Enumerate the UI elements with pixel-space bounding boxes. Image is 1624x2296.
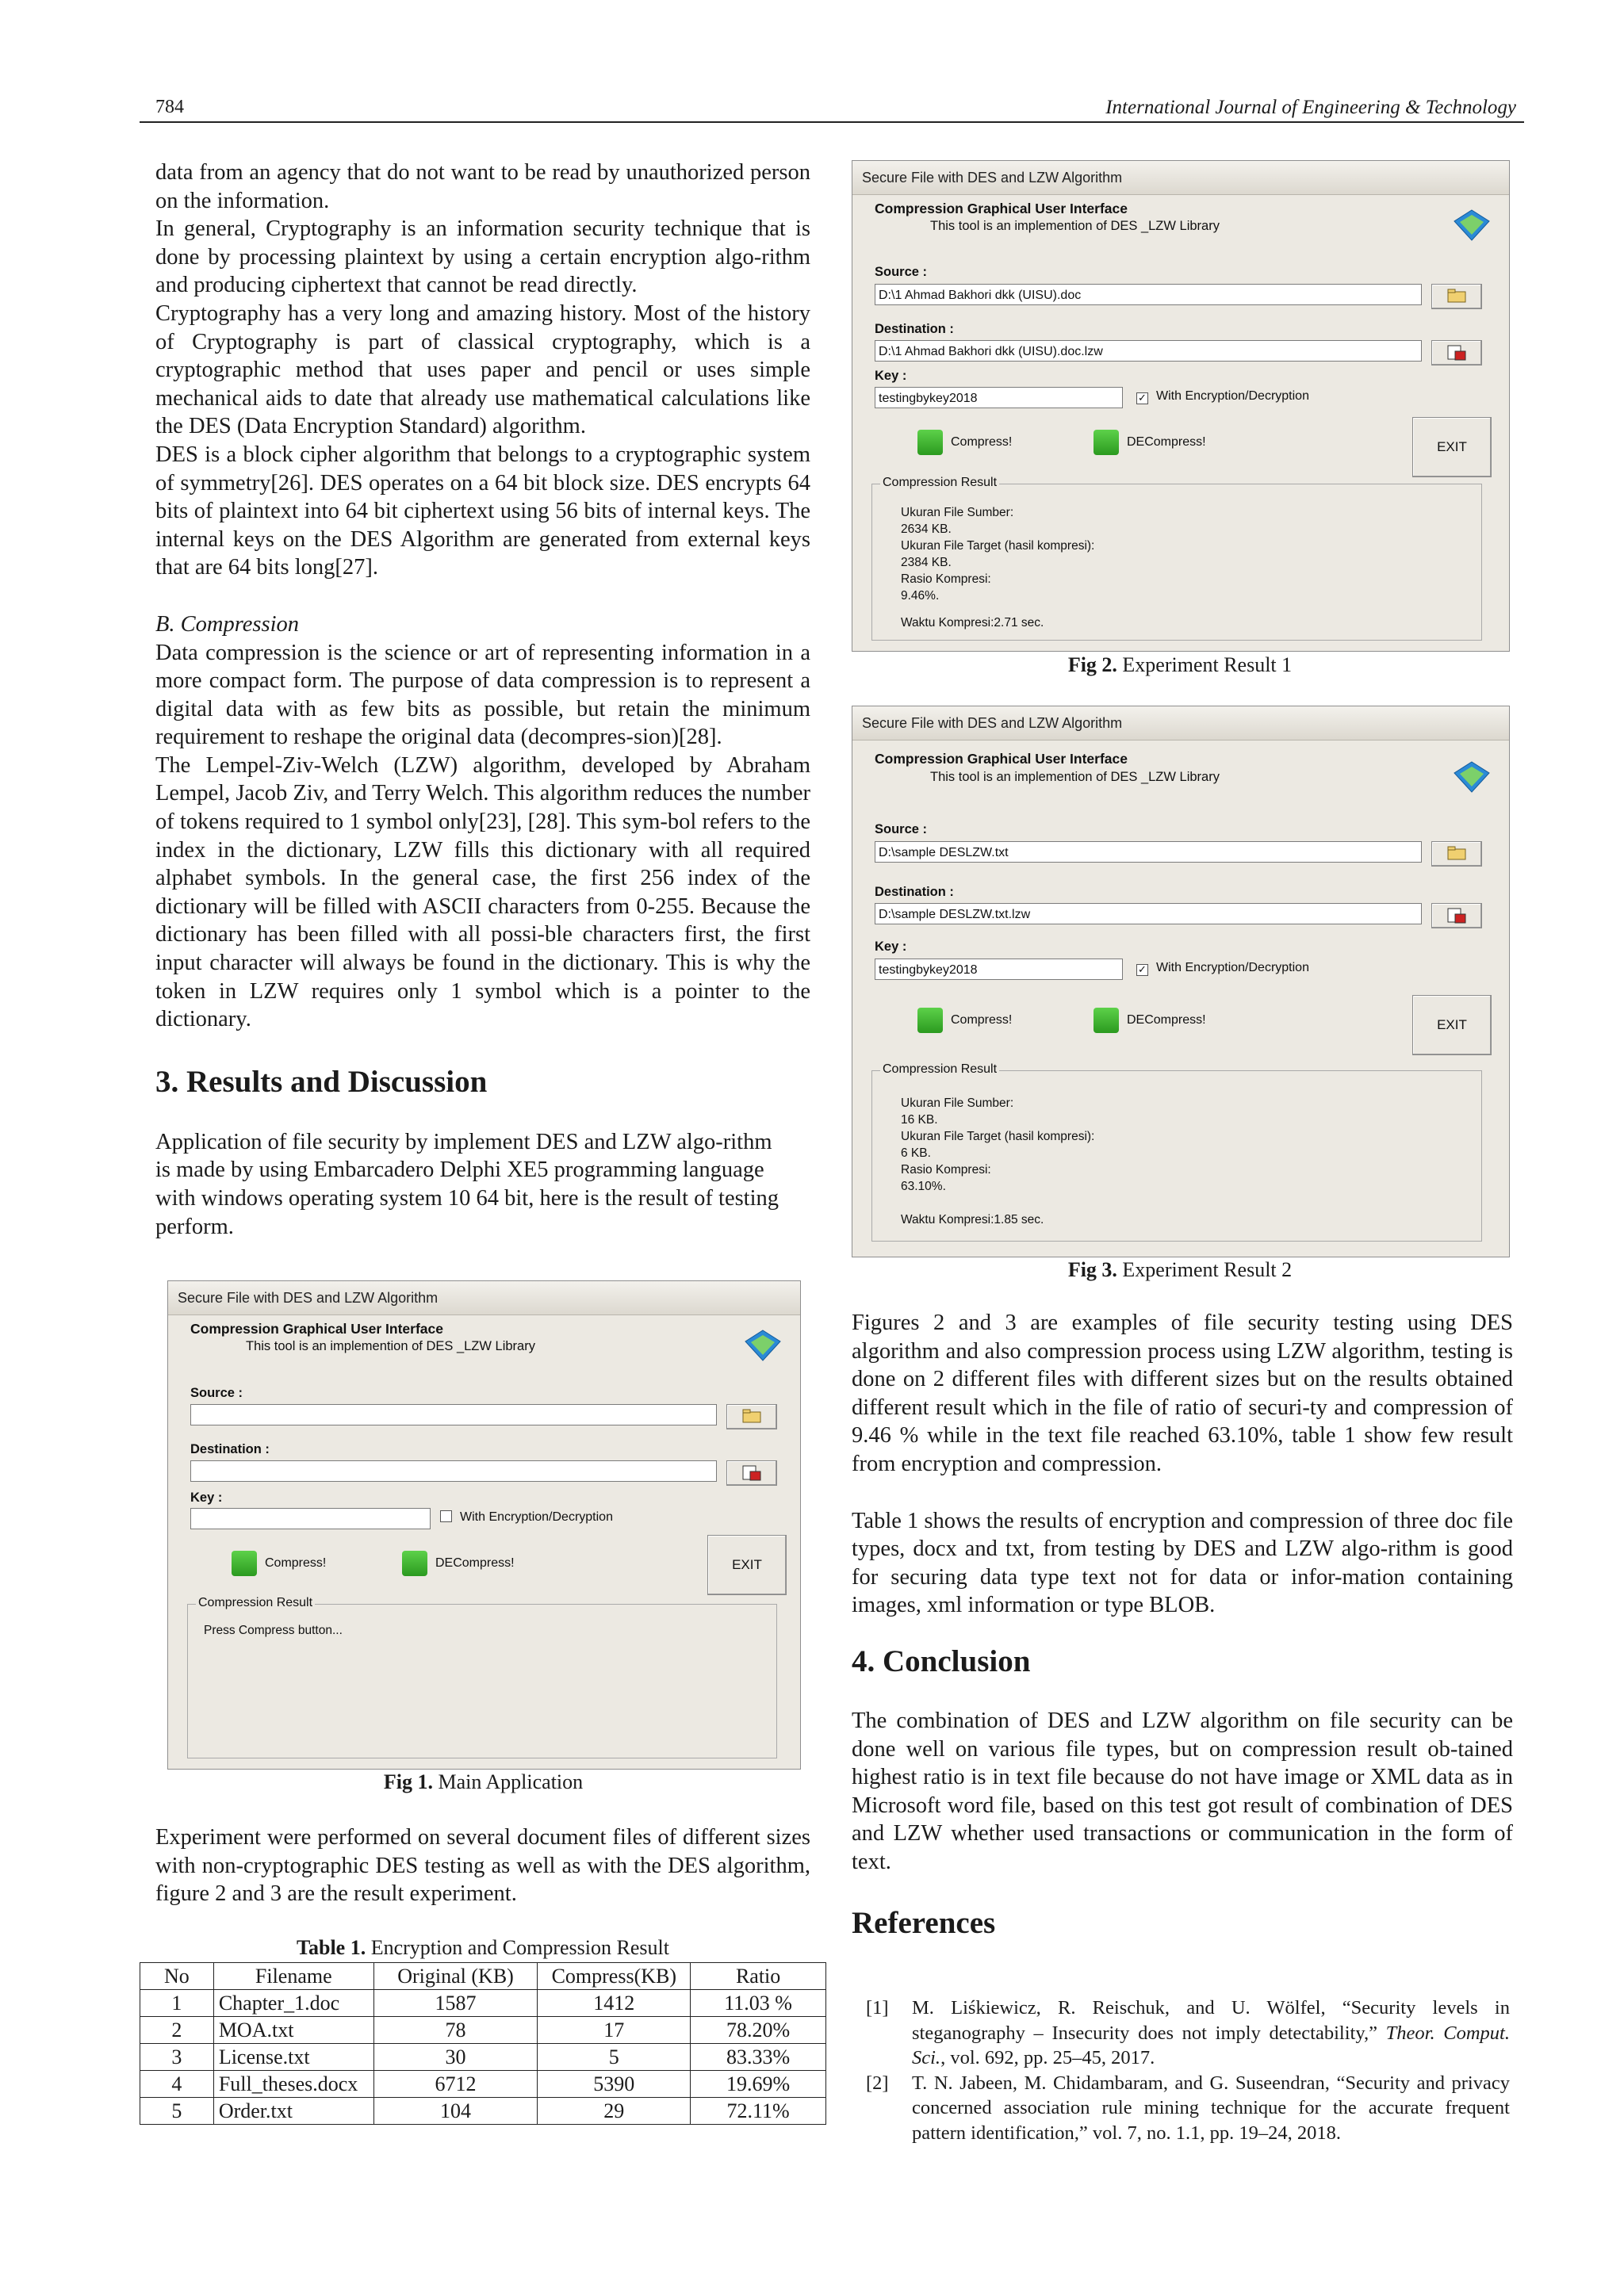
- result-line: 6 KB.: [901, 1146, 931, 1160]
- app-subheading: This tool is an implemention of DES _LZW Library: [930, 219, 1220, 233]
- result-group-label: Compression Result: [880, 476, 999, 490]
- right-column: [852, 1309, 1513, 1942]
- source-input[interactable]: [190, 1404, 717, 1425]
- result-text: Press Compress button...: [204, 1624, 343, 1637]
- table-cell: 3: [140, 2044, 214, 2071]
- paragraph: The combination of DES and LZW algorithm on file security can be done well on various file types, but on compression result ob-tained highest ratio is in text file because do not have image or XML data as in Microsoft word file, based on this test got result of combination of DES and LZW whether used transactions or communication in the form of text.: [852, 1708, 1513, 1874]
- table-row: [140, 2098, 826, 2125]
- table-row: [140, 2044, 826, 2071]
- browse-source-button[interactable]: [1431, 841, 1482, 867]
- decompress-icon: [1094, 1008, 1119, 1033]
- reference-text: M. Liśkiewicz, R. Reischuk, and U. Wölfel, “Security levels in steganography – Insecurity does not imply detectability,”: [912, 1997, 1510, 2044]
- destination-label: Destination :: [190, 1442, 270, 1456]
- save-destination-button[interactable]: [1431, 903, 1482, 928]
- destination-label: Destination :: [875, 885, 954, 899]
- table-cell: 1412: [538, 1990, 691, 2017]
- paragraph: The Lempel-Ziv-Welch (LZW) algorithm, developed by Abraham Lempel, Jacob Ziv, and Terry Welch. This algorithm reduces the number of tokens required to 1 symbol only[23], [28]. This sym-bol refers to the index in the dictionary, LZW fills this dictionary with all required alphabet symbols. In the general case, the first 256 index of the dictionary will be filled with ASCII characters from 0-255. Because the dictionary has been filled with all possi-ble characters first, the first input character will always be found in the dictionary. This is why the token in LZW requires only 1 symbol which is a pointer to the dictionary.: [155, 752, 810, 1032]
- table-cell: 5390: [538, 2071, 691, 2098]
- references-list: [852, 1996, 1510, 2145]
- journal-name: International Journal of Engineering & Technology: [1105, 97, 1516, 118]
- reference-text: , vol. 692, pp. 25–45, 2017.: [940, 2047, 1155, 2068]
- reference-item: [852, 1996, 1510, 2071]
- decompress-icon: [402, 1551, 427, 1576]
- caption-text: Experiment Result 2: [1116, 1258, 1293, 1281]
- table-cell: 17: [538, 2017, 691, 2044]
- encryption-checkbox[interactable]: [1136, 961, 1309, 976]
- app-window-fig1: [167, 1280, 801, 1770]
- encryption-checkbox[interactable]: [1136, 389, 1309, 404]
- key-input[interactable]: testingbykey2018: [875, 959, 1123, 980]
- reference-journal: Theor. Comput. Sci.: [912, 2022, 1510, 2068]
- decompress-button[interactable]: [402, 1549, 515, 1578]
- checkbox-label: With Encryption/Decryption: [1156, 961, 1309, 974]
- result-group: [871, 1062, 1482, 1242]
- key-label: Key :: [875, 939, 907, 954]
- key-input[interactable]: [190, 1508, 431, 1529]
- paragraph: data from an agency that do not want to be read by unauthorized person on the information.: [155, 160, 810, 213]
- table-header: No: [140, 1963, 214, 1990]
- table-cell: 29: [538, 2098, 691, 2125]
- paragraph: Data compression is the science or art of representing information in a more compact form. The purpose of data compression is to represent a digital data with as few bits as possible, but retain the minimum requirement to reshape the original data (decompres-sion)[28].: [155, 640, 810, 750]
- decompress-button[interactable]: [1094, 428, 1206, 457]
- table-cell: 83.33%: [691, 2044, 826, 2071]
- destination-input[interactable]: D:\1 Ahmad Bakhori dkk (UISU).doc.lzw: [875, 340, 1422, 362]
- exit-button[interactable]: EXIT: [1412, 417, 1492, 477]
- encryption-checkbox[interactable]: [440, 1510, 613, 1525]
- source-input[interactable]: D:\1 Ahmad Bakhori dkk (UISU).doc: [875, 284, 1422, 305]
- caption-text: Main Application: [432, 1770, 584, 1793]
- paragraph: Table 1 shows the results of encryption and compression of three doc file types, docx and txt, from testing by DES and LZW algo-rithm is good for securing data type text not for data or infor-mation containing images, xml information or type BLOB.: [852, 1508, 1513, 1618]
- save-destination-button[interactable]: [1431, 340, 1482, 365]
- paragraph: DES is a block cipher algorithm that belongs to a cryptographic system of symmetry[26]. DES operates on a 64 bit block size. DES encrypts 64 bits of plaintext into 64 bit ciphertext using 56 bits of internal keys. The internal keys on the DES Algorithm are generated from external keys that are 64 bits long[27].: [155, 442, 810, 580]
- result-line: 63.10%.: [901, 1180, 946, 1193]
- result-line: Ukuran File Target (hasil kompresi):: [901, 539, 1095, 553]
- key-label: Key :: [190, 1490, 223, 1505]
- compress-label: Compress!: [265, 1556, 327, 1570]
- table-header: Compress(KB): [538, 1963, 691, 1990]
- decompress-icon: [1094, 430, 1119, 455]
- section-title: 4. Conclusion: [852, 1644, 1031, 1678]
- caption-label: Fig 2.: [1067, 653, 1117, 676]
- table-header: Filename: [213, 1963, 373, 1990]
- checkbox-label: With Encryption/Decryption: [460, 1510, 613, 1524]
- app-subheading: This tool is an implemention of DES _LZW Library: [246, 1339, 535, 1353]
- destination-input[interactable]: [190, 1460, 717, 1482]
- exit-button[interactable]: EXIT: [707, 1535, 787, 1595]
- reference-number: [1]: [866, 1997, 889, 2019]
- exit-button[interactable]: EXIT: [1412, 995, 1492, 1055]
- window-title: Secure File with DES and LZW Algorithm: [852, 161, 1509, 195]
- table-cell: 11.03 %: [691, 1990, 826, 2017]
- spacer: [852, 1479, 1513, 1507]
- source-label: Source :: [190, 1386, 243, 1400]
- save-destination-button[interactable]: [726, 1460, 777, 1486]
- app-heading: Compression Graphical User Interface: [875, 201, 1128, 216]
- app-subheading: This tool is an implemention of DES _LZW Library: [930, 770, 1220, 784]
- app-window-fig2: [852, 160, 1510, 652]
- source-label: Source :: [875, 822, 928, 836]
- left-column-bottom: [155, 1823, 810, 1908]
- result-group: [871, 476, 1482, 641]
- folder-icon: [1447, 289, 1466, 303]
- browse-source-button[interactable]: [1431, 284, 1482, 309]
- result-line: 16 KB.: [901, 1113, 938, 1127]
- table-header: Ratio: [691, 1963, 826, 1990]
- result-line: Waktu Kompresi:1.85 sec.: [901, 1213, 1044, 1226]
- table-cell: 1587: [373, 1990, 538, 2017]
- table-cell: 19.69%: [691, 2071, 826, 2098]
- checkbox-checked[interactable]: ✓: [1136, 392, 1148, 404]
- table-cell: 4: [140, 2071, 214, 2098]
- result-line: Ukuran File Sumber:: [901, 506, 1014, 519]
- decompress-button[interactable]: [1094, 1006, 1206, 1035]
- table-cell: 30: [373, 2044, 538, 2071]
- source-label: Source :: [875, 265, 928, 279]
- reference-text: T. N. Jabeen, M. Chidambaram, and G. Suseendran, “Security and privacy concerned association rule mining technique for the accurate frequent pattern identification,” vol. 7, no. 1.1, pp. 19–24, 2018.: [912, 2072, 1510, 2144]
- section-title: 3. Results and Discussion: [155, 1064, 488, 1099]
- table-header: Original (KB): [373, 1963, 538, 1990]
- table-cell: Full_theses.docx: [213, 2071, 373, 2098]
- save-icon: [742, 1465, 761, 1481]
- app-logo-icon: [1452, 759, 1492, 795]
- spacer: [155, 1034, 810, 1064]
- decompress-label: DECompress!: [1127, 435, 1206, 449]
- app-logo-icon: [743, 1327, 783, 1364]
- results-table: [140, 1962, 826, 2125]
- app-window-fig3: [852, 706, 1510, 1257]
- fig3-caption: [852, 1258, 1508, 1282]
- left-column: [155, 159, 810, 1241]
- page-number: 784: [155, 97, 184, 117]
- table-header-row: [140, 1963, 826, 1990]
- result-group-label: Compression Result: [196, 1596, 315, 1610]
- fig1-caption: [167, 1770, 799, 1794]
- destination-label: Destination :: [875, 322, 954, 336]
- caption-text: Experiment Result 1: [1116, 653, 1293, 676]
- result-line: Rasio Kompresi:: [901, 1163, 991, 1177]
- result-line: Ukuran File Sumber:: [901, 1096, 1014, 1110]
- compress-label: Compress!: [951, 435, 1013, 449]
- folder-icon: [1447, 846, 1466, 860]
- key-label: Key :: [875, 369, 907, 383]
- app-logo-icon: [1452, 207, 1492, 243]
- result-line: 2384 KB.: [901, 556, 952, 569]
- caption-text: Encryption and Compression Result: [366, 1936, 669, 1959]
- subsection-title: B. Compression: [155, 611, 300, 637]
- table-cell: 72.11%: [691, 2098, 826, 2125]
- table-row: [140, 1990, 826, 2017]
- app-heading: Compression Graphical User Interface: [190, 1321, 443, 1337]
- compress-button[interactable]: [232, 1549, 326, 1578]
- spacer: [155, 1100, 810, 1128]
- browse-source-button[interactable]: [726, 1404, 777, 1429]
- table-cell: 5: [538, 2044, 691, 2071]
- table1-caption: [140, 1936, 826, 1960]
- table-cell: License.txt: [213, 2044, 373, 2071]
- source-input[interactable]: D:\sample DESLZW.txt: [875, 841, 1422, 863]
- references-title: References: [852, 1905, 996, 1940]
- checkbox-checked[interactable]: ✓: [1136, 964, 1148, 976]
- compress-button[interactable]: [917, 1006, 1012, 1035]
- caption-label: Fig 1.: [383, 1770, 433, 1793]
- paragraph: Cryptography has a very long and amazing history. Most of the history of Cryptography is part of classical cryptography, which is a cryptographic method that uses paper and pencil or uses simple mechanical aids to date that already use mathematical calculations like the DES (Data Encryption Standard) algorithm.: [155, 300, 810, 439]
- result-line: 9.46%.: [901, 589, 940, 603]
- folder-icon: [742, 1409, 761, 1423]
- compress-icon: [917, 1008, 943, 1033]
- spacer: [852, 1680, 1513, 1707]
- destination-input[interactable]: D:\sample DESLZW.txt.lzw: [875, 903, 1422, 924]
- table-cell: 78: [373, 2017, 538, 2044]
- table-cell: Chapter_1.doc: [213, 1990, 373, 2017]
- table-cell: 1: [140, 1990, 214, 2017]
- result-line: Ukuran File Target (hasil kompresi):: [901, 1130, 1095, 1143]
- result-line: Waktu Kompresi:2.71 sec.: [901, 616, 1044, 629]
- table-cell: MOA.txt: [213, 2017, 373, 2044]
- decompress-label: DECompress!: [1127, 1013, 1206, 1027]
- table-cell: 2: [140, 2017, 214, 2044]
- save-icon: [1447, 908, 1466, 924]
- spacer: [155, 582, 810, 610]
- spacer: [852, 1620, 1513, 1644]
- table-cell: 78.20%: [691, 2017, 826, 2044]
- checkbox-label: With Encryption/Decryption: [1156, 389, 1309, 403]
- checkbox-box[interactable]: [440, 1510, 452, 1522]
- table-row: [140, 2071, 826, 2098]
- table-cell: 5: [140, 2098, 214, 2125]
- window-title: Secure File with DES and LZW Algorithm: [168, 1281, 800, 1315]
- header-rule: [140, 121, 1524, 123]
- fig2-caption: [852, 653, 1508, 677]
- app-heading: Compression Graphical User Interface: [875, 751, 1128, 767]
- spacer: [852, 1877, 1513, 1905]
- caption-label: Fig 3.: [1067, 1258, 1117, 1281]
- result-group: [187, 1596, 777, 1758]
- reference-number: [2]: [866, 2072, 889, 2094]
- result-line: Rasio Kompresi:: [901, 572, 991, 586]
- key-input[interactable]: testingbykey2018: [875, 387, 1123, 408]
- compress-button[interactable]: [917, 428, 1012, 457]
- caption-label: Table 1.: [297, 1936, 366, 1959]
- paragraph: Figures 2 and 3 are examples of file security testing using DES algorithm and also compression process using LZW algorithm, testing is done on 2 different files with different sizes but on the results obtained different result which in the file of ratio of securi-ty and compression of 9.46 % while in the text file reached 63.10%, table 1 show few result from encryption and compression.: [852, 1311, 1513, 1476]
- window-title: Secure File with DES and LZW Algorithm: [852, 706, 1509, 740]
- result-group-label: Compression Result: [880, 1062, 999, 1077]
- table-cell: Order.txt: [213, 2098, 373, 2125]
- compress-icon: [917, 430, 943, 455]
- paragraph: In general, Cryptography is an information security technique that is done by processing plaintext by using a certain encryption algo-rithm and producing ciphertext that cannot be read directly.: [155, 216, 810, 298]
- compress-label: Compress!: [951, 1013, 1013, 1027]
- table-cell: 104: [373, 2098, 538, 2125]
- compress-icon: [232, 1551, 257, 1576]
- paragraph: Application of file security by implement DES and LZW algo-rithm is made by using Embarcadero Delphi XE5 programming language with windows operating system 10 64 bit, here is the result of testing perform.: [155, 1129, 779, 1239]
- table-cell: 6712: [373, 2071, 538, 2098]
- save-icon: [1447, 345, 1466, 361]
- result-line: 2634 KB.: [901, 522, 952, 536]
- table-row: [140, 2017, 826, 2044]
- paragraph: Experiment were performed on several document files of different sizes with non-cryptographic DES testing as well as with the DES algorithm, figure 2 and 3 are the result experiment.: [155, 1825, 810, 1907]
- reference-item: [852, 2071, 1510, 2146]
- decompress-label: DECompress!: [435, 1556, 515, 1570]
